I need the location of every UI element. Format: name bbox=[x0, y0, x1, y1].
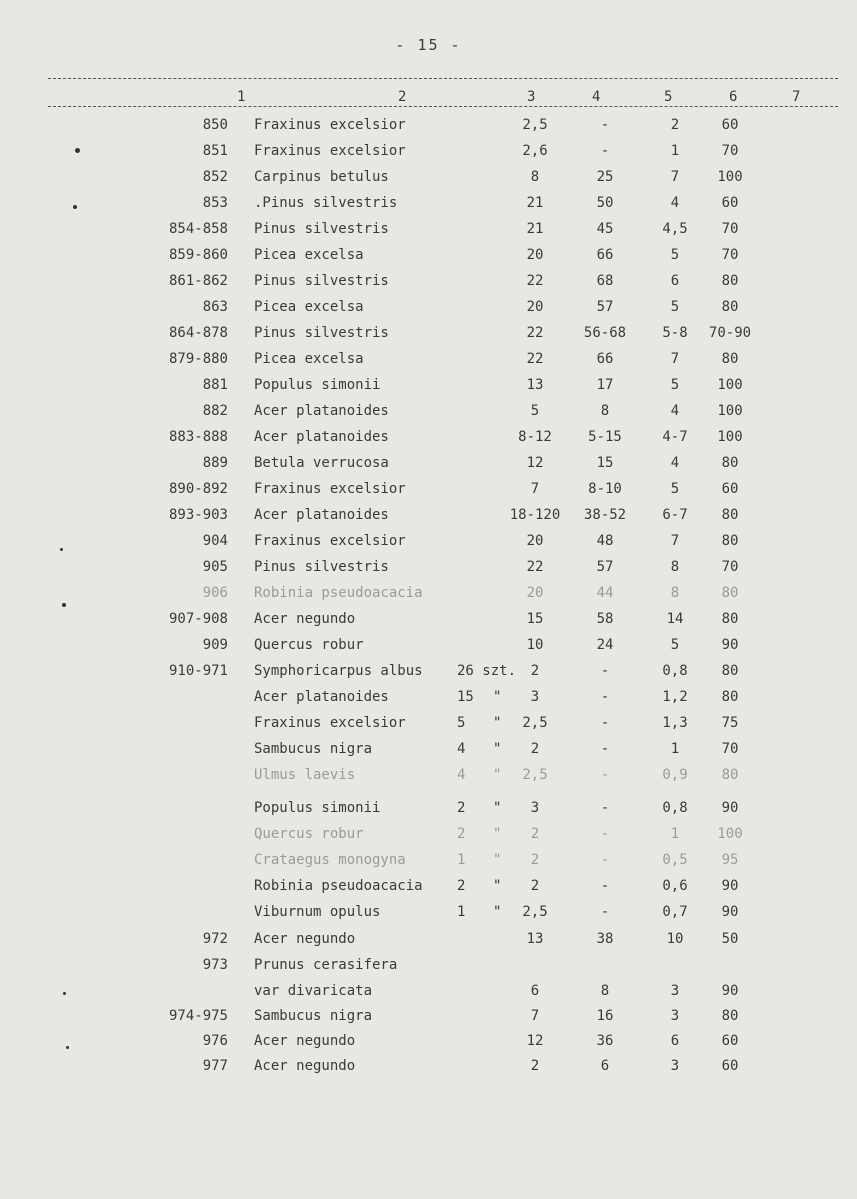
row-number: 890-892 bbox=[168, 481, 228, 497]
col-4-value: 8-10 bbox=[588, 481, 622, 497]
col-4-value: 8 bbox=[600, 403, 610, 419]
col-6-value: 60 bbox=[721, 117, 739, 133]
page-number: - 15 - bbox=[395, 36, 462, 54]
col-5-value: 6 bbox=[670, 273, 680, 289]
col-6-value: 80 bbox=[721, 585, 739, 601]
col-4-value: 38 bbox=[596, 931, 614, 947]
table-row bbox=[0, 904, 857, 928]
col-4-value: - bbox=[600, 689, 610, 705]
table-row bbox=[0, 429, 857, 453]
quantity: 15 bbox=[457, 689, 474, 705]
col-5-value: 10 bbox=[666, 931, 684, 947]
row-number: 976 bbox=[202, 1033, 228, 1049]
col-4-value: 24 bbox=[596, 637, 614, 653]
quantity: 4 bbox=[457, 741, 466, 757]
table-row bbox=[0, 273, 857, 297]
col-6-value: 100 bbox=[717, 169, 743, 185]
table-row bbox=[0, 117, 857, 141]
species-name: Fraxinus excelsior bbox=[254, 143, 406, 159]
species-name: Acer platanoides bbox=[254, 403, 389, 419]
quantity: 2 bbox=[457, 826, 466, 842]
col-3-value: 5 bbox=[530, 403, 540, 419]
col-3-value: 2,5 bbox=[522, 904, 548, 920]
col-4-value: 8 bbox=[600, 983, 610, 999]
col-4-value: 66 bbox=[596, 351, 614, 367]
species-name: Acer platanoides bbox=[254, 689, 389, 705]
col-6-value: 90 bbox=[721, 878, 739, 894]
col-5-value: 4 bbox=[670, 195, 680, 211]
col-3-value: 7 bbox=[530, 481, 540, 497]
col-6-value: 100 bbox=[717, 826, 743, 842]
col-6-value: 90 bbox=[721, 637, 739, 653]
species-name: Pinus silvestris bbox=[254, 559, 389, 575]
col-6-value: 80 bbox=[721, 1008, 739, 1024]
col-5-value: 0,7 bbox=[662, 904, 688, 920]
table-row bbox=[0, 325, 857, 349]
species-name: Carpinus betulus bbox=[254, 169, 389, 185]
col-4-value: - bbox=[600, 904, 610, 920]
row-number: 883-888 bbox=[168, 429, 228, 445]
col-5-value: 6 bbox=[670, 1033, 680, 1049]
col-6-value: 50 bbox=[721, 931, 739, 947]
col-4-value: 66 bbox=[596, 247, 614, 263]
col-3-value: 22 bbox=[526, 325, 544, 341]
col-5-value: 2 bbox=[670, 117, 680, 133]
col-5-value: 0,9 bbox=[662, 767, 688, 783]
col-5-value: 4 bbox=[670, 403, 680, 419]
table-row bbox=[0, 221, 857, 245]
col-4-value: 5-15 bbox=[588, 429, 622, 445]
col-5-value: 5 bbox=[670, 377, 680, 393]
row-number: 850 bbox=[202, 117, 228, 133]
col-6-value: 80 bbox=[721, 507, 739, 523]
col-5-value: 7 bbox=[670, 169, 680, 185]
row-number: 861-862 bbox=[168, 273, 228, 289]
col-3-value: 3 bbox=[530, 800, 540, 816]
col-5-value: 8 bbox=[670, 585, 680, 601]
col-3-value: 2,5 bbox=[522, 767, 548, 783]
col-5-value: 3 bbox=[670, 983, 680, 999]
species-name: Pinus silvestris bbox=[254, 221, 389, 237]
col-5-value: 4 bbox=[670, 455, 680, 471]
table-row bbox=[0, 351, 857, 375]
col-6-value: 60 bbox=[721, 1033, 739, 1049]
table-row bbox=[0, 1008, 857, 1032]
col-6-value: 70-90 bbox=[708, 325, 752, 341]
table-row bbox=[0, 299, 857, 323]
col-5-value: 8 bbox=[670, 559, 680, 575]
species-name: Pinus silvestris bbox=[254, 325, 389, 341]
ditto-mark: " bbox=[493, 800, 502, 816]
species-name: Picea excelsa bbox=[254, 299, 364, 315]
col-6-value: 70 bbox=[721, 247, 739, 263]
col-6-value: 70 bbox=[721, 741, 739, 757]
col-3-value: 15 bbox=[526, 611, 544, 627]
species-name: Pinus silvestris bbox=[254, 273, 389, 289]
col-5-value: 5 bbox=[670, 637, 680, 653]
quantity: 4 bbox=[457, 767, 466, 783]
row-number: 852 bbox=[202, 169, 228, 185]
table-row bbox=[0, 533, 857, 557]
species-name: Acer negundo bbox=[254, 1033, 356, 1049]
species-name: Betula verrucosa bbox=[254, 455, 389, 471]
species-name: Acer negundo bbox=[254, 1058, 356, 1074]
col-5-value: 0,5 bbox=[662, 852, 688, 868]
col-4-value: - bbox=[600, 143, 610, 159]
species-name: var divaricata bbox=[254, 983, 373, 999]
quantity: 1 bbox=[457, 904, 466, 920]
col-5-value: 5 bbox=[670, 481, 680, 497]
species-name: Crataegus monogyna bbox=[254, 852, 406, 868]
species-name: Sambucus nigra bbox=[254, 1008, 373, 1024]
col-6-value: 80 bbox=[721, 611, 739, 627]
table-row bbox=[0, 559, 857, 583]
table-row bbox=[0, 878, 857, 902]
row-number: 851 bbox=[202, 143, 228, 159]
ditto-mark: " bbox=[493, 826, 502, 842]
col-4-value: 57 bbox=[596, 559, 614, 575]
table-row bbox=[0, 1033, 857, 1057]
col-4-value: 57 bbox=[596, 299, 614, 315]
row-number: 859-860 bbox=[168, 247, 228, 263]
quantity: 26 szt. bbox=[457, 663, 517, 679]
col-3-value: 3 bbox=[530, 689, 540, 705]
row-number: 853 bbox=[202, 195, 228, 211]
col-5-value: 6-7 bbox=[662, 507, 688, 523]
row-number: 889 bbox=[202, 455, 228, 471]
col-6-value: 80 bbox=[721, 273, 739, 289]
punch-mark bbox=[63, 992, 66, 995]
col-3-value: 18-120 bbox=[509, 507, 561, 523]
quantity: 1 bbox=[457, 852, 466, 868]
col-3-value: 2 bbox=[530, 826, 540, 842]
row-number: 972 bbox=[202, 931, 228, 947]
col-6-value: 70 bbox=[721, 559, 739, 575]
table-row bbox=[0, 983, 857, 1007]
table-row bbox=[0, 585, 857, 609]
col-5-value: 7 bbox=[670, 533, 680, 549]
col-6-value: 80 bbox=[721, 767, 739, 783]
col-3-value: 2 bbox=[530, 1058, 540, 1074]
col-4-value: - bbox=[600, 826, 610, 842]
table-row bbox=[0, 1058, 857, 1082]
col-5-value: 1 bbox=[670, 143, 680, 159]
species-name: Fraxinus excelsior bbox=[254, 481, 406, 497]
table-row bbox=[0, 663, 857, 687]
col-6-value: 90 bbox=[721, 983, 739, 999]
ditto-mark: " bbox=[493, 852, 502, 868]
row-number: 863 bbox=[202, 299, 228, 315]
col-3-value: 21 bbox=[526, 195, 544, 211]
table-row bbox=[0, 715, 857, 739]
col-3-value: 2,6 bbox=[522, 143, 548, 159]
col-5-value: 0,8 bbox=[662, 663, 688, 679]
ditto-mark: " bbox=[493, 904, 502, 920]
quantity: 2 bbox=[457, 878, 466, 894]
col-6-value: 90 bbox=[721, 904, 739, 920]
col-6-value: 80 bbox=[721, 455, 739, 471]
table-row bbox=[0, 957, 857, 981]
table-row bbox=[0, 611, 857, 635]
row-number: 904 bbox=[202, 533, 228, 549]
col-5-value: 5 bbox=[670, 299, 680, 315]
ditto-mark: " bbox=[493, 689, 502, 705]
header-col-7: 7 bbox=[792, 89, 801, 105]
table-row bbox=[0, 377, 857, 401]
col-3-value: 2,5 bbox=[522, 117, 548, 133]
col-6-value: 95 bbox=[721, 852, 739, 868]
row-number: 907-908 bbox=[168, 611, 228, 627]
col-4-value: 44 bbox=[596, 585, 614, 601]
punch-mark bbox=[60, 548, 63, 551]
row-number: 893-903 bbox=[168, 507, 228, 523]
col-6-value: 80 bbox=[721, 663, 739, 679]
row-number: 910-971 bbox=[168, 663, 228, 679]
col-6-value: 90 bbox=[721, 800, 739, 816]
ditto-mark: " bbox=[493, 741, 502, 757]
col-3-value: 10 bbox=[526, 637, 544, 653]
row-number: 906 bbox=[202, 585, 228, 601]
col-5-value: 4,5 bbox=[662, 221, 688, 237]
col-4-value: 38-52 bbox=[583, 507, 627, 523]
col-5-value: 3 bbox=[670, 1058, 680, 1074]
col-4-value: 17 bbox=[596, 377, 614, 393]
species-name: .Pinus silvestris bbox=[254, 195, 398, 211]
col-6-value: 80 bbox=[721, 689, 739, 705]
col-3-value: 7 bbox=[530, 1008, 540, 1024]
col-3-value: 13 bbox=[526, 931, 544, 947]
col-3-value: 6 bbox=[530, 983, 540, 999]
col-3-value: 20 bbox=[526, 585, 544, 601]
col-4-value: 50 bbox=[596, 195, 614, 211]
col-5-value: 0,6 bbox=[662, 878, 688, 894]
col-3-value: 20 bbox=[526, 533, 544, 549]
col-6-value: 80 bbox=[721, 533, 739, 549]
col-4-value: 45 bbox=[596, 221, 614, 237]
punch-mark bbox=[75, 148, 80, 153]
table-row bbox=[0, 169, 857, 193]
ditto-mark: " bbox=[493, 878, 502, 894]
col-3-value: 8 bbox=[530, 169, 540, 185]
col-4-value: 36 bbox=[596, 1033, 614, 1049]
row-number: 881 bbox=[202, 377, 228, 393]
col-5-value: 5 bbox=[670, 247, 680, 263]
species-name: Robinia pseudoacacia bbox=[254, 585, 423, 601]
col-5-value: 14 bbox=[666, 611, 684, 627]
header-col-3: 3 bbox=[527, 89, 536, 105]
top-rule bbox=[48, 78, 838, 79]
species-name: Viburnum opulus bbox=[254, 904, 381, 920]
col-6-value: 100 bbox=[717, 429, 743, 445]
table-row bbox=[0, 455, 857, 479]
species-name: Picea excelsa bbox=[254, 247, 364, 263]
species-name: Ulmus laevis bbox=[254, 767, 356, 783]
col-4-value: - bbox=[600, 878, 610, 894]
col-4-value: 48 bbox=[596, 533, 614, 549]
quantity: 5 bbox=[457, 715, 466, 731]
ditto-mark: " bbox=[493, 767, 502, 783]
header-col-2: 2 bbox=[398, 89, 407, 105]
col-4-value: - bbox=[600, 117, 610, 133]
table-row bbox=[0, 637, 857, 661]
table-row bbox=[0, 403, 857, 427]
table-row bbox=[0, 507, 857, 531]
row-number: 974-975 bbox=[168, 1008, 228, 1024]
row-number: 864-878 bbox=[168, 325, 228, 341]
col-3-value: 22 bbox=[526, 273, 544, 289]
table-row bbox=[0, 826, 857, 850]
species-name: Fraxinus excelsior bbox=[254, 715, 406, 731]
col-6-value: 60 bbox=[721, 1058, 739, 1074]
col-4-value: 68 bbox=[596, 273, 614, 289]
col-6-value: 70 bbox=[721, 221, 739, 237]
punch-mark bbox=[62, 603, 66, 607]
species-name: Populus simonii bbox=[254, 377, 381, 393]
col-4-value: 56-68 bbox=[583, 325, 627, 341]
table-row bbox=[0, 800, 857, 824]
col-6-value: 80 bbox=[721, 351, 739, 367]
species-name: Acer negundo bbox=[254, 611, 356, 627]
table-row bbox=[0, 195, 857, 219]
header-col-1: 1 bbox=[237, 89, 246, 105]
col-3-value: 2 bbox=[530, 663, 540, 679]
species-name: Acer platanoides bbox=[254, 429, 389, 445]
col-4-value: - bbox=[600, 741, 610, 757]
col-5-value: 5-8 bbox=[662, 325, 688, 341]
row-number: 879-880 bbox=[168, 351, 228, 367]
species-name: Robinia pseudoacacia bbox=[254, 878, 423, 894]
col-4-value: 16 bbox=[596, 1008, 614, 1024]
col-5-value: 1 bbox=[670, 741, 680, 757]
species-name: Symphoricarpus albus bbox=[254, 663, 423, 679]
col-3-value: 2 bbox=[530, 878, 540, 894]
table-row bbox=[0, 143, 857, 167]
row-number: 882 bbox=[202, 403, 228, 419]
table-row bbox=[0, 247, 857, 271]
col-5-value: 0,8 bbox=[662, 800, 688, 816]
col-4-value: - bbox=[600, 767, 610, 783]
row-number: 977 bbox=[202, 1058, 228, 1074]
col-6-value: 100 bbox=[717, 377, 743, 393]
header-col-4: 4 bbox=[592, 89, 601, 105]
species-name: Fraxinus excelsior bbox=[254, 117, 406, 133]
col-6-value: 75 bbox=[721, 715, 739, 731]
col-5-value: 1 bbox=[670, 826, 680, 842]
col-3-value: 8-12 bbox=[518, 429, 552, 445]
col-3-value: 12 bbox=[526, 455, 544, 471]
col-4-value: - bbox=[600, 852, 610, 868]
col-4-value: - bbox=[600, 800, 610, 816]
punch-mark bbox=[66, 1046, 69, 1049]
header-col-5: 5 bbox=[664, 89, 673, 105]
species-name: Quercus robur bbox=[254, 637, 364, 653]
row-number: 905 bbox=[202, 559, 228, 575]
ditto-mark: " bbox=[493, 715, 502, 731]
col-6-value: 60 bbox=[721, 481, 739, 497]
quantity: 2 bbox=[457, 800, 466, 816]
col-4-value: - bbox=[600, 663, 610, 679]
table-row bbox=[0, 689, 857, 713]
col-4-value: - bbox=[600, 715, 610, 731]
col-5-value: 7 bbox=[670, 351, 680, 367]
col-3-value: 22 bbox=[526, 351, 544, 367]
table-row bbox=[0, 767, 857, 791]
table-row bbox=[0, 741, 857, 765]
col-3-value: 20 bbox=[526, 299, 544, 315]
col-5-value: 1,3 bbox=[662, 715, 688, 731]
species-name: Prunus cerasifera bbox=[254, 957, 398, 973]
col-3-value: 12 bbox=[526, 1033, 544, 1049]
col-3-value: 2 bbox=[530, 852, 540, 868]
col-4-value: 58 bbox=[596, 611, 614, 627]
table-row bbox=[0, 852, 857, 876]
col-4-value: 25 bbox=[596, 169, 614, 185]
species-name: Acer platanoides bbox=[254, 507, 389, 523]
col-6-value: 100 bbox=[717, 403, 743, 419]
table-row bbox=[0, 931, 857, 955]
species-name: Sambucus nigra bbox=[254, 741, 373, 757]
punch-mark bbox=[73, 205, 77, 209]
col-5-value: 1,2 bbox=[662, 689, 688, 705]
col-3-value: 22 bbox=[526, 559, 544, 575]
col-6-value: 70 bbox=[721, 143, 739, 159]
col-6-value: 80 bbox=[721, 299, 739, 315]
header-col-6: 6 bbox=[729, 89, 738, 105]
row-number: 909 bbox=[202, 637, 228, 653]
species-name: Quercus robur bbox=[254, 826, 364, 842]
col-3-value: 21 bbox=[526, 221, 544, 237]
col-3-value: 2 bbox=[530, 741, 540, 757]
row-number: 854-858 bbox=[168, 221, 228, 237]
species-name: Populus simonii bbox=[254, 800, 381, 816]
row-number: 973 bbox=[202, 957, 228, 973]
col-3-value: 13 bbox=[526, 377, 544, 393]
col-4-value: 6 bbox=[600, 1058, 610, 1074]
col-3-value: 20 bbox=[526, 247, 544, 263]
col-3-value: 2,5 bbox=[522, 715, 548, 731]
species-name: Fraxinus excelsior bbox=[254, 533, 406, 549]
col-5-value: 3 bbox=[670, 1008, 680, 1024]
col-6-value: 60 bbox=[721, 195, 739, 211]
col-5-value: 4-7 bbox=[662, 429, 688, 445]
species-name: Picea excelsa bbox=[254, 351, 364, 367]
header-rule bbox=[48, 106, 838, 107]
table-row bbox=[0, 481, 857, 505]
species-name: Acer negundo bbox=[254, 931, 356, 947]
col-4-value: 15 bbox=[596, 455, 614, 471]
